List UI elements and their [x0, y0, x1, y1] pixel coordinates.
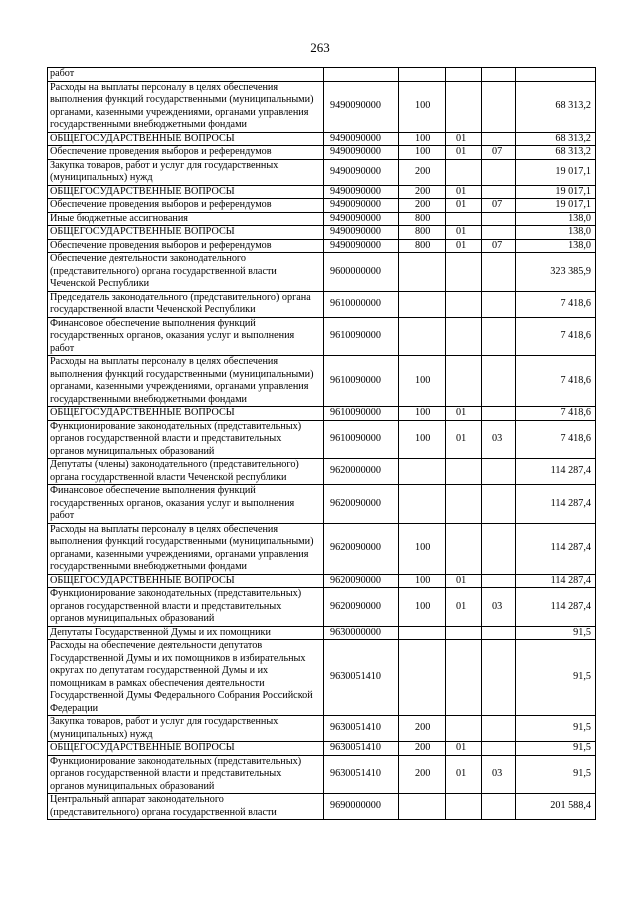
amount-cell: 138,0	[516, 239, 596, 253]
subsection-code-cell	[482, 132, 516, 146]
section-code-cell	[446, 523, 482, 574]
row-name-cell: ОБЩЕГОСУДАРСТВЕННЫЕ ВОПРОСЫ	[48, 574, 324, 588]
amount-cell: 7 418,6	[516, 356, 596, 407]
section-code-cell	[446, 794, 482, 820]
table-row	[48, 185, 596, 199]
table-row	[48, 742, 596, 756]
section-code-cell	[446, 356, 482, 407]
table-row	[48, 253, 596, 292]
expense-type-code-cell: 200	[399, 742, 446, 756]
row-name-cell: ОБЩЕГОСУДАРСТВЕННЫЕ ВОПРОСЫ	[48, 407, 324, 421]
row-name-cell: ОБЩЕГОСУДАРСТВЕННЫЕ ВОПРОСЫ	[48, 132, 324, 146]
subsection-code-cell	[482, 459, 516, 485]
amount-cell: 68 313,2	[516, 132, 596, 146]
amount-cell: 114 287,4	[516, 459, 596, 485]
subsection-code-cell	[482, 523, 516, 574]
target-article-code-cell: 9620090000	[324, 588, 399, 627]
expense-type-code-cell: 100	[399, 356, 446, 407]
section-code-cell: 01	[446, 407, 482, 421]
target-article-code-cell: 9610090000	[324, 317, 399, 356]
table-row	[48, 356, 596, 407]
amount-cell: 7 418,6	[516, 291, 596, 317]
budget-table-body	[48, 68, 596, 820]
amount-cell: 7 418,6	[516, 407, 596, 421]
row-name-cell: Функционирование законодательных (представительных) органов государственной власти и представительных органов муниципальных образований	[48, 755, 324, 794]
amount-cell: 7 418,6	[516, 420, 596, 459]
table-row	[48, 212, 596, 226]
target-article-code-cell: 9490090000	[324, 159, 399, 185]
expense-type-code-cell	[399, 794, 446, 820]
amount-cell: 114 287,4	[516, 523, 596, 574]
subsection-code-cell: 07	[482, 239, 516, 253]
section-code-cell	[446, 81, 482, 132]
section-code-cell: 01	[446, 742, 482, 756]
table-row	[48, 626, 596, 640]
section-code-cell: 01	[446, 588, 482, 627]
table-row	[48, 317, 596, 356]
row-name-cell: Иные бюджетные ассигнования	[48, 212, 324, 226]
amount-cell: 91,5	[516, 716, 596, 742]
amount-cell: 138,0	[516, 226, 596, 240]
target-article-code-cell: 9490090000	[324, 239, 399, 253]
amount-cell: 323 385,9	[516, 253, 596, 292]
section-code-cell: 01	[446, 146, 482, 160]
target-article-code-cell: 9490090000	[324, 212, 399, 226]
expense-type-code-cell	[399, 640, 446, 716]
subsection-code-cell	[482, 317, 516, 356]
amount-cell: 114 287,4	[516, 485, 596, 524]
target-article-code-cell	[324, 68, 399, 82]
table-row	[48, 132, 596, 146]
target-article-code-cell: 9620090000	[324, 574, 399, 588]
expense-type-code-cell: 100	[399, 574, 446, 588]
expense-type-code-cell: 800	[399, 226, 446, 240]
amount-cell: 68 313,2	[516, 146, 596, 160]
section-code-cell	[446, 159, 482, 185]
row-name-cell: Закупка товаров, работ и услуг для государственных (муниципальных) нужд	[48, 159, 324, 185]
subsection-code-cell	[482, 485, 516, 524]
expense-type-code-cell: 100	[399, 132, 446, 146]
expense-type-code-cell	[399, 317, 446, 356]
amount-cell	[516, 68, 596, 82]
target-article-code-cell: 9610000000	[324, 291, 399, 317]
expense-type-code-cell: 100	[399, 420, 446, 459]
target-article-code-cell: 9630000000	[324, 626, 399, 640]
section-code-cell	[446, 640, 482, 716]
subsection-code-cell: 07	[482, 199, 516, 213]
row-name-cell: Председатель законодательного (представительного) органа государственной власти Чеченской Республики	[48, 291, 324, 317]
subsection-code-cell	[482, 253, 516, 292]
subsection-code-cell	[482, 356, 516, 407]
amount-cell: 91,5	[516, 755, 596, 794]
section-code-cell	[446, 716, 482, 742]
row-name-cell: Финансовое обеспечение выполнения функций государственных органов, оказания услуг и выполнения работ	[48, 485, 324, 524]
row-name-cell: Расходы на выплаты персоналу в целях обеспечения выполнения функций государственными (муниципальными) органами, казенными учреждениями, органами управления государственными внебюджетными фондами	[48, 81, 324, 132]
target-article-code-cell: 9490090000	[324, 81, 399, 132]
target-article-code-cell: 9630051410	[324, 755, 399, 794]
row-name-cell: Центральный аппарат законодательного (представительного) органа государственной власти	[48, 794, 324, 820]
table-row	[48, 146, 596, 160]
table-row	[48, 574, 596, 588]
subsection-code-cell: 03	[482, 420, 516, 459]
expense-type-code-cell: 200	[399, 755, 446, 794]
table-row	[48, 640, 596, 716]
row-name-cell: Расходы на обеспечение деятельности депутатов Государственной Думы и их помощников в избирательных округах по депутатам государственной Думы и их помощникам в рамках обеспечения деятельности Государственной Думы Федерального Собрания Российской Федерации	[48, 640, 324, 716]
target-article-code-cell: 9630051410	[324, 640, 399, 716]
expense-type-code-cell	[399, 485, 446, 524]
row-name-cell: Расходы на выплаты персоналу в целях обеспечения выполнения функций государственными (муниципальными) органами, казенными учреждениями, органами управления государственными внебюджетными фондами	[48, 523, 324, 574]
expense-type-code-cell	[399, 68, 446, 82]
expense-type-code-cell	[399, 253, 446, 292]
subsection-code-cell	[482, 226, 516, 240]
target-article-code-cell: 9620090000	[324, 485, 399, 524]
expense-type-code-cell: 800	[399, 239, 446, 253]
amount-cell: 7 418,6	[516, 317, 596, 356]
expense-type-code-cell: 200	[399, 159, 446, 185]
row-name-cell: Финансовое обеспечение выполнения функций государственных органов, оказания услуг и выполнения работ	[48, 317, 324, 356]
table-row	[48, 485, 596, 524]
budget-table	[47, 67, 596, 820]
table-row	[48, 199, 596, 213]
subsection-code-cell	[482, 68, 516, 82]
target-article-code-cell: 9620090000	[324, 523, 399, 574]
row-name-cell: Обеспечение проведения выборов и референдумов	[48, 146, 324, 160]
target-article-code-cell: 9490090000	[324, 132, 399, 146]
row-name-cell: ОБЩЕГОСУДАРСТВЕННЫЕ ВОПРОСЫ	[48, 742, 324, 756]
expense-type-code-cell: 100	[399, 523, 446, 574]
subsection-code-cell	[482, 81, 516, 132]
target-article-code-cell: 9620000000	[324, 459, 399, 485]
amount-cell: 91,5	[516, 742, 596, 756]
section-code-cell	[446, 291, 482, 317]
section-code-cell	[446, 212, 482, 226]
row-name-cell: работ	[48, 68, 324, 82]
amount-cell: 91,5	[516, 640, 596, 716]
row-name-cell: Функционирование законодательных (представительных) органов государственной власти и представительных органов муниципальных образований	[48, 420, 324, 459]
subsection-code-cell	[482, 407, 516, 421]
amount-cell: 19 017,1	[516, 185, 596, 199]
row-name-cell: Закупка товаров, работ и услуг для государственных (муниципальных) нужд	[48, 716, 324, 742]
section-code-cell: 01	[446, 574, 482, 588]
row-name-cell: Обеспечение проведения выборов и референдумов	[48, 199, 324, 213]
row-name-cell: Депутаты Государственной Думы и их помощники	[48, 626, 324, 640]
row-name-cell: Обеспечение деятельности законодательного (представительного) органа государственной власти Чеченской Республики	[48, 253, 324, 292]
amount-cell: 114 287,4	[516, 588, 596, 627]
amount-cell: 19 017,1	[516, 199, 596, 213]
row-name-cell: ОБЩЕГОСУДАРСТВЕННЫЕ ВОПРОСЫ	[48, 185, 324, 199]
amount-cell: 114 287,4	[516, 574, 596, 588]
row-name-cell: ОБЩЕГОСУДАРСТВЕННЫЕ ВОПРОСЫ	[48, 226, 324, 240]
amount-cell: 19 017,1	[516, 159, 596, 185]
subsection-code-cell: 03	[482, 755, 516, 794]
section-code-cell	[446, 317, 482, 356]
table-row	[48, 291, 596, 317]
target-article-code-cell: 9490090000	[324, 146, 399, 160]
target-article-code-cell: 9630051410	[324, 742, 399, 756]
row-name-cell: Расходы на выплаты персоналу в целях обеспечения выполнения функций государственными (муниципальными) органами, казенными учреждениями, органами управления государственными внебюджетными фондами	[48, 356, 324, 407]
subsection-code-cell	[482, 185, 516, 199]
subsection-code-cell	[482, 794, 516, 820]
subsection-code-cell	[482, 716, 516, 742]
row-name-cell: Депутаты (члены) законодательного (представительного) органа государственной власти Чеченской республики	[48, 459, 324, 485]
section-code-cell	[446, 253, 482, 292]
expense-type-code-cell	[399, 291, 446, 317]
expense-type-code-cell: 100	[399, 407, 446, 421]
section-code-cell	[446, 459, 482, 485]
section-code-cell: 01	[446, 185, 482, 199]
table-row	[48, 239, 596, 253]
table-row	[48, 407, 596, 421]
table-row	[48, 716, 596, 742]
target-article-code-cell: 9610090000	[324, 407, 399, 421]
subsection-code-cell	[482, 742, 516, 756]
page-number: 263	[310, 40, 330, 55]
expense-type-code-cell: 100	[399, 588, 446, 627]
section-code-cell: 01	[446, 420, 482, 459]
target-article-code-cell: 9610090000	[324, 420, 399, 459]
expense-type-code-cell: 800	[399, 212, 446, 226]
table-row	[48, 459, 596, 485]
amount-cell: 201 588,4	[516, 794, 596, 820]
section-code-cell: 01	[446, 199, 482, 213]
amount-cell: 68 313,2	[516, 81, 596, 132]
table-row	[48, 420, 596, 459]
table-row	[48, 523, 596, 574]
section-code-cell	[446, 626, 482, 640]
row-name-cell: Обеспечение проведения выборов и референдумов	[48, 239, 324, 253]
subsection-code-cell	[482, 291, 516, 317]
table-row	[48, 68, 596, 82]
subsection-code-cell	[482, 640, 516, 716]
subsection-code-cell	[482, 574, 516, 588]
amount-cell: 138,0	[516, 212, 596, 226]
subsection-code-cell	[482, 159, 516, 185]
expense-type-code-cell	[399, 459, 446, 485]
table-row	[48, 226, 596, 240]
subsection-code-cell	[482, 212, 516, 226]
target-article-code-cell: 9490090000	[324, 185, 399, 199]
table-row	[48, 588, 596, 627]
row-name-cell: Функционирование законодательных (представительных) органов государственной власти и представительных органов муниципальных образований	[48, 588, 324, 627]
section-code-cell: 01	[446, 239, 482, 253]
section-code-cell	[446, 485, 482, 524]
target-article-code-cell: 9690000000	[324, 794, 399, 820]
expense-type-code-cell: 200	[399, 199, 446, 213]
target-article-code-cell: 9490090000	[324, 199, 399, 213]
section-code-cell: 01	[446, 226, 482, 240]
section-code-cell: 01	[446, 755, 482, 794]
subsection-code-cell: 07	[482, 146, 516, 160]
target-article-code-cell: 9630051410	[324, 716, 399, 742]
amount-cell: 91,5	[516, 626, 596, 640]
table-row	[48, 755, 596, 794]
table-row	[48, 81, 596, 132]
table-row	[48, 159, 596, 185]
table-row	[48, 794, 596, 820]
subsection-code-cell	[482, 626, 516, 640]
expense-type-code-cell: 100	[399, 146, 446, 160]
target-article-code-cell: 9490090000	[324, 226, 399, 240]
expense-type-code-cell	[399, 626, 446, 640]
target-article-code-cell: 9600000000	[324, 253, 399, 292]
section-code-cell: 01	[446, 132, 482, 146]
expense-type-code-cell: 100	[399, 81, 446, 132]
expense-type-code-cell: 200	[399, 716, 446, 742]
subsection-code-cell: 03	[482, 588, 516, 627]
section-code-cell	[446, 68, 482, 82]
expense-type-code-cell: 200	[399, 185, 446, 199]
target-article-code-cell: 9610090000	[324, 356, 399, 407]
